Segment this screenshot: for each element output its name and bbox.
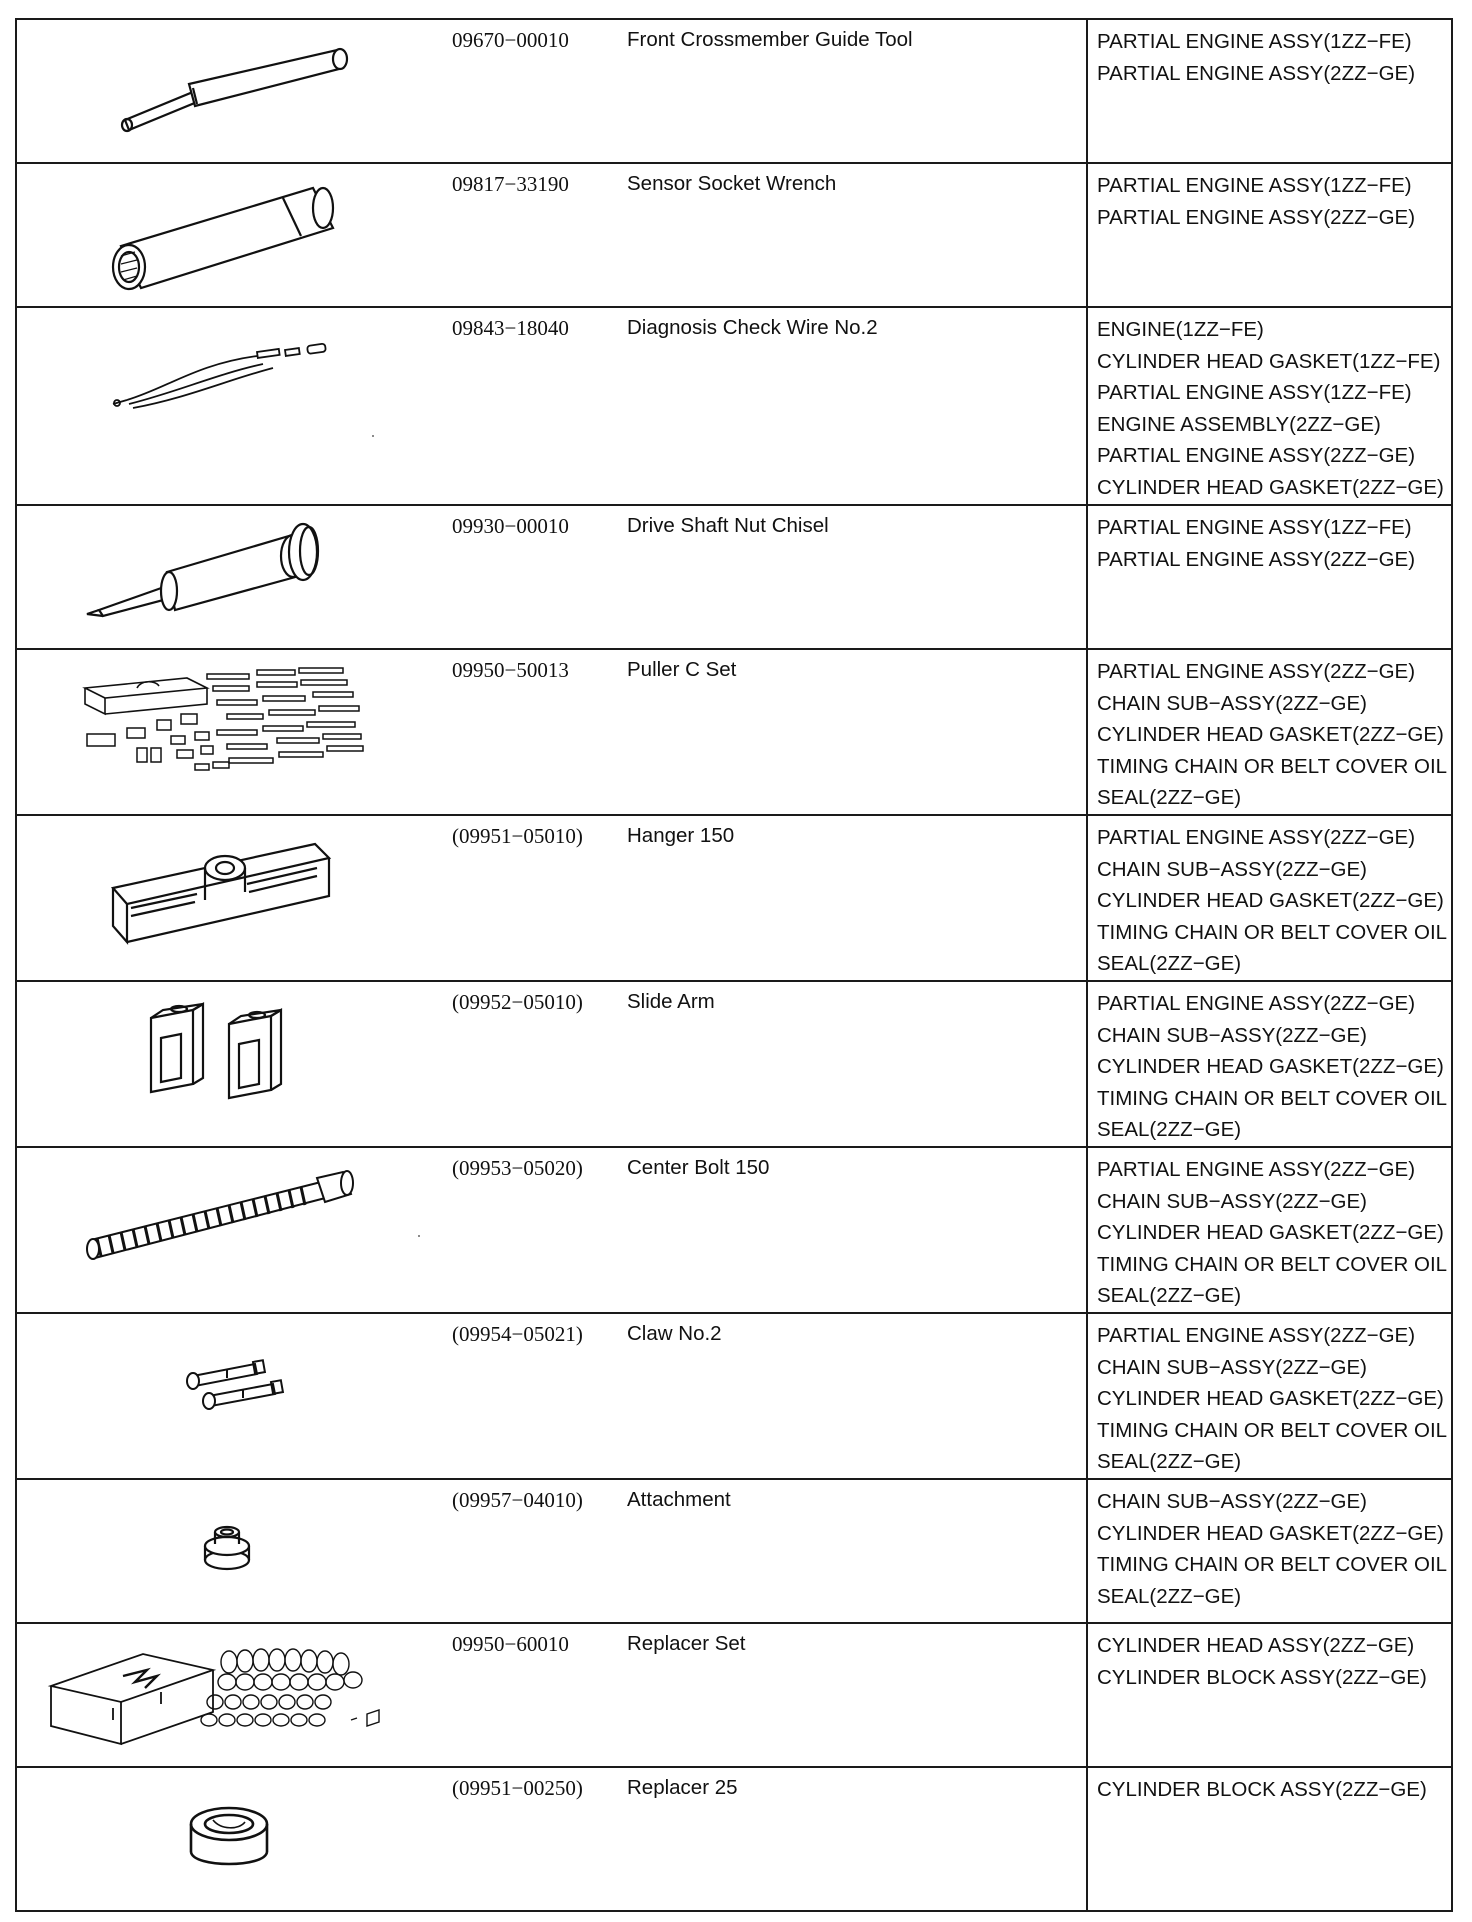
claw-icon <box>17 1314 435 1478</box>
usage-item: CHAIN SUB−ASSY(2ZZ−GE) <box>1097 1490 1367 1513</box>
usage-item: SEAL(2ZZ−GE) <box>1097 952 1242 975</box>
usage-item: PARTIAL ENGINE ASSY(2ZZ−GE) <box>1097 660 1416 683</box>
illustration-cell <box>16 649 434 815</box>
part-number: 09817−33190 <box>434 163 609 307</box>
illustration-cell <box>16 19 434 163</box>
part-number: (09951−05010) <box>434 815 609 981</box>
usage-item: CYLINDER HEAD GASKET(2ZZ−GE) <box>1097 889 1444 912</box>
usage-list <box>1087 981 1452 1147</box>
usage-item: PARTIAL ENGINE ASSY(2ZZ−GE) <box>1097 444 1416 467</box>
usage-item: PARTIAL ENGINE ASSY(1ZZ−FE) <box>1097 30 1412 53</box>
illustration-cell <box>16 981 434 1147</box>
usage-item: PARTIAL ENGINE ASSY(1ZZ−FE) <box>1097 381 1412 404</box>
illustration-cell <box>16 1767 434 1911</box>
usage-item: SEAL(2ZZ−GE) <box>1097 786 1242 809</box>
usage-item: CYLINDER HEAD ASSY(2ZZ−GE) <box>1097 1634 1415 1657</box>
tool-name: Puller C Set <box>609 649 1087 815</box>
part-number: 09843−18040 <box>434 307 609 505</box>
usage-item: PARTIAL ENGINE ASSY(2ZZ−GE) <box>1097 826 1416 849</box>
table-row <box>16 163 1452 307</box>
table-row <box>16 19 1452 163</box>
illustration-cell <box>16 307 434 505</box>
attachment-icon <box>17 1480 435 1622</box>
part-number: 09950−60010 <box>434 1623 609 1767</box>
usage-list <box>1087 163 1452 307</box>
usage-list <box>1087 1623 1452 1767</box>
table-row <box>16 815 1452 981</box>
slide-arm-icon <box>17 982 435 1146</box>
usage-item: PARTIAL ENGINE ASSY(1ZZ−FE) <box>1097 516 1412 539</box>
usage-item: PARTIAL ENGINE ASSY(2ZZ−GE) <box>1097 61 1416 85</box>
part-number: (09952−05010) <box>434 981 609 1147</box>
usage-item: CYLINDER HEAD GASKET(2ZZ−GE) <box>1097 1055 1444 1078</box>
part-number: 09930−00010 <box>434 505 609 649</box>
illustration-cell <box>16 163 434 307</box>
usage-list <box>1087 649 1452 815</box>
usage-item: PARTIAL ENGINE ASSY(2ZZ−GE) <box>1097 1324 1416 1347</box>
table-row <box>16 981 1452 1147</box>
illustration-cell <box>16 1479 434 1623</box>
usage-item: ENGINE(1ZZ−FE) <box>1097 318 1264 341</box>
illustration-cell <box>16 505 434 649</box>
tool-name: Hanger 150 <box>609 815 1087 981</box>
tool-name: Front Crossmember Guide Tool <box>609 19 1087 163</box>
part-number: 09950−50013 <box>434 649 609 815</box>
usage-item: SEAL(2ZZ−GE) <box>1097 1584 1242 1608</box>
part-number: 09670−00010 <box>434 19 609 163</box>
usage-list <box>1087 1767 1452 1911</box>
table-row <box>16 1147 1452 1313</box>
socket-wrench-icon <box>17 164 435 306</box>
tool-name: Slide Arm <box>609 981 1087 1147</box>
usage-list <box>1087 1479 1452 1623</box>
part-number: (09954−05021) <box>434 1313 609 1479</box>
illustration-cell <box>16 1623 434 1767</box>
part-number: (09957−04010) <box>434 1479 609 1623</box>
usage-item: TIMING CHAIN OR BELT COVER OIL <box>1097 1553 1448 1576</box>
usage-item: CHAIN SUB−ASSY(2ZZ−GE) <box>1097 1189 1367 1213</box>
check-wire-icon <box>17 308 435 504</box>
tool-name: Center Bolt 150 <box>609 1147 1087 1313</box>
usage-item: SEAL(2ZZ−GE) <box>1097 1284 1242 1307</box>
usage-item: CYLINDER HEAD GASKET(1ZZ−FE) <box>1097 349 1441 373</box>
table-row <box>16 649 1452 815</box>
usage-list <box>1087 815 1452 981</box>
center-bolt-icon <box>17 1148 435 1312</box>
table-row <box>16 1313 1452 1479</box>
tool-name: Sensor Socket Wrench <box>609 163 1087 307</box>
usage-list <box>1087 1147 1452 1313</box>
usage-item: PARTIAL ENGINE ASSY(2ZZ−GE) <box>1097 992 1416 1015</box>
usage-item: CYLINDER HEAD GASKET(2ZZ−GE) <box>1097 1387 1444 1410</box>
usage-item: TIMING CHAIN OR BELT COVER OIL <box>1097 754 1448 778</box>
table-row <box>16 505 1452 649</box>
illustration-cell <box>16 1147 434 1313</box>
usage-item: PARTIAL ENGINE ASSY(2ZZ−GE) <box>1097 205 1416 229</box>
usage-item: TIMING CHAIN OR BELT COVER OIL <box>1097 1418 1448 1442</box>
table-row <box>16 1623 1452 1767</box>
tool-name: Drive Shaft Nut Chisel <box>609 505 1087 649</box>
replacer-ring-icon <box>17 1768 435 1910</box>
table-row <box>16 1767 1452 1911</box>
tool-name: Claw No.2 <box>609 1313 1087 1479</box>
replacer-set-icon <box>17 1624 435 1766</box>
usage-item: TIMING CHAIN OR BELT COVER OIL <box>1097 1086 1448 1110</box>
illustration-cell <box>16 815 434 981</box>
usage-list <box>1087 19 1452 163</box>
usage-item: PARTIAL ENGINE ASSY(2ZZ−GE) <box>1097 547 1416 571</box>
special-service-tools-table <box>15 18 1453 1912</box>
usage-item: PARTIAL ENGINE ASSY(2ZZ−GE) <box>1097 1158 1416 1181</box>
tool-name: Replacer 25 <box>609 1767 1087 1911</box>
usage-item: PARTIAL ENGINE ASSY(1ZZ−FE) <box>1097 174 1412 197</box>
hanger-icon <box>17 816 435 980</box>
usage-item: TIMING CHAIN OR BELT COVER OIL <box>1097 920 1448 944</box>
table-row <box>16 307 1452 505</box>
usage-item: CYLINDER BLOCK ASSY(2ZZ−GE) <box>1097 1778 1427 1801</box>
usage-item: CYLINDER HEAD GASKET(2ZZ−GE) <box>1097 723 1444 746</box>
usage-list <box>1087 307 1452 505</box>
usage-item: CYLINDER HEAD GASKET(2ZZ−GE) <box>1097 1221 1444 1244</box>
usage-item: TIMING CHAIN OR BELT COVER OIL <box>1097 1252 1448 1276</box>
usage-item: SEAL(2ZZ−GE) <box>1097 1118 1242 1141</box>
usage-item: ENGINE ASSEMBLY(2ZZ−GE) <box>1097 412 1381 436</box>
usage-item: CHAIN SUB−ASSY(2ZZ−GE) <box>1097 1023 1367 1047</box>
table-row <box>16 1479 1452 1623</box>
usage-list <box>1087 505 1452 649</box>
chisel-icon <box>17 506 435 648</box>
usage-item: CYLINDER HEAD GASKET(2ZZ−GE) <box>1097 1521 1444 1545</box>
part-number: (09953−05020) <box>434 1147 609 1313</box>
usage-list <box>1087 1313 1452 1479</box>
usage-item: CHAIN SUB−ASSY(2ZZ−GE) <box>1097 857 1367 881</box>
guide-tool-icon <box>17 20 435 162</box>
usage-item: CYLINDER HEAD GASKET(2ZZ−GE) <box>1097 475 1444 499</box>
part-number: (09951−00250) <box>434 1767 609 1911</box>
usage-item: CHAIN SUB−ASSY(2ZZ−GE) <box>1097 1355 1367 1379</box>
tool-name: Replacer Set <box>609 1623 1087 1767</box>
usage-item: SEAL(2ZZ−GE) <box>1097 1450 1242 1473</box>
illustration-cell <box>16 1313 434 1479</box>
usage-item: CYLINDER BLOCK ASSY(2ZZ−GE) <box>1097 1665 1427 1689</box>
usage-item: CHAIN SUB−ASSY(2ZZ−GE) <box>1097 691 1367 715</box>
puller-set-icon <box>17 650 435 814</box>
tool-name: Diagnosis Check Wire No.2 <box>609 307 1087 505</box>
tool-name: Attachment <box>609 1479 1087 1623</box>
